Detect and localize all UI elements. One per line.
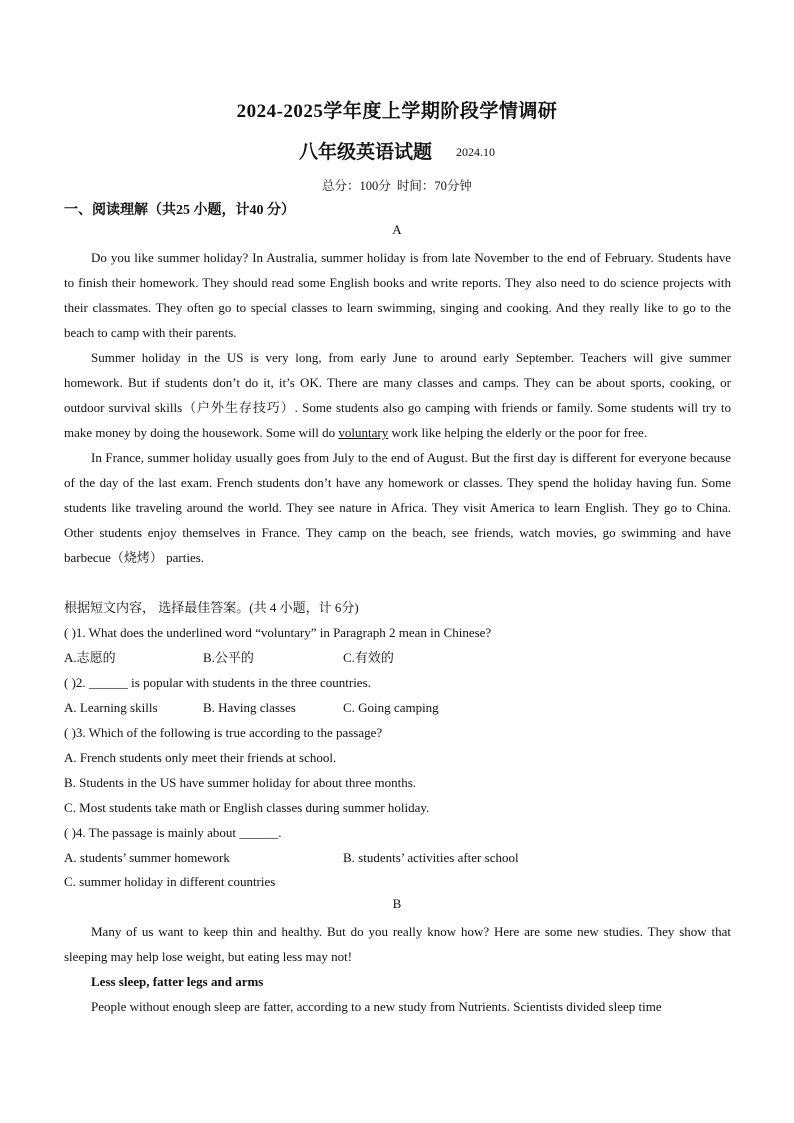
question-2: ( )2. ______ is popular with students in the three countries. <box>64 675 371 690</box>
passage-b-paragraph-1: Many of us want to keep thin and healthy. But do you really know how? Here are some new studies. They show that sleeping may help lose weight, but eating less may not! <box>64 924 731 964</box>
exam-date: 2024.10 <box>456 145 495 159</box>
exam-subtitle-line <box>0 137 794 164</box>
passage-b-body-2 <box>64 994 731 1019</box>
passage-a-paragraph-2 <box>64 345 731 445</box>
underlined-word: voluntary <box>338 425 389 440</box>
question-2-option-a: A. Learning skills <box>64 700 158 715</box>
question-2-option-c: C. Going camping <box>343 700 439 715</box>
question-1-option-a: A.志愿的 <box>64 650 116 665</box>
exam-subtitle: 八年级英语试题 <box>298 142 432 163</box>
question-1-option-b: B.公平的 <box>203 650 254 665</box>
passage-b-letter: B <box>392 896 402 911</box>
question-1-option-c: C.有效的 <box>343 650 394 665</box>
passage-a-paragraph-1: Do you like summer holiday? In Australia, summer holiday is from late November to the end of February. Students have to finish their homework. They should read some English books and write reports. They also need to do science projects with their classmates. They often go to special classes to learn swimming, singing and cooking. And they really like to go to the beach to camp with their parents. <box>64 250 731 340</box>
question-3-option-b: B. Students in the US have summer holiday for about three months. <box>64 775 417 790</box>
question-3: ( )3. Which of the following is true according to the passage? <box>64 725 383 740</box>
passage-a-paragraph-3: In France, summer holiday usually goes from July to the end of August. But the first day is different for everyone because of the day of the last exam. French students don’t have any homework or classes. They spend the holiday having fun. Some students like traveling around the world. They see nature in Africa. They visit America to learn English. They go to China. Other students enjoy themselves in France. They camp on the beach, see friends, watch movies, go swimming and have barbecue（烧烤） parties. <box>64 450 731 565</box>
question-4-option-a: A. students’ summer homework <box>64 850 230 865</box>
passage-a-body <box>64 245 731 570</box>
question-4-option-b: B. students’ activities after school <box>343 850 519 865</box>
passage-b-paragraph-2: People without enough sleep are fatter, according to a new study from Nutrients. Scientists divided sleep time <box>91 999 662 1014</box>
passage-a-letter: A <box>392 222 402 237</box>
passage-a-paragraph-2-part-2: work like helping the elderly or the poor for free. <box>388 425 648 440</box>
question-3-option-a: A. French students only meet their friends at school. <box>64 750 337 765</box>
question-1: ( )1. What does the underlined word “voluntary” in Paragraph 2 mean in Chinese? <box>64 625 492 640</box>
section-title: 一、阅读理解（共25 小题，计40 分） <box>64 203 295 218</box>
question-4: ( )4. The passage is mainly about ______. <box>64 825 282 840</box>
passage-b-subtitle: Less sleep, fatter legs and arms <box>91 974 264 989</box>
exam-meta: 总分：100分 时间：70分钟 <box>322 179 472 193</box>
exam-title: 2024-2025学年度上学期阶段学情调研 <box>236 101 558 122</box>
question-3-option-c: C. Most students take math or English classes during summer holiday. <box>64 800 430 815</box>
question-2-option-b: B. Having classes <box>203 700 296 715</box>
question-instruction: 根据短文内容， 选择最佳答案。(共 4 小题，计 6分) <box>64 600 359 615</box>
passage-a-paragraph-2-part-1: Summer holiday in the US is very long, from early June to around early September. Teachers will give summer homework. But if students don’t do it, it’s OK. There are many classes and camps. They can be about sports, cooking, or outdoor survival skills（户外生存技巧）. Some students also go camping with friends or family. Some students will try to make money by doing the housework. Some will do <box>64 350 731 440</box>
question-4-option-c: C. summer holiday in different countries <box>64 874 276 889</box>
passage-b-body <box>64 919 731 969</box>
